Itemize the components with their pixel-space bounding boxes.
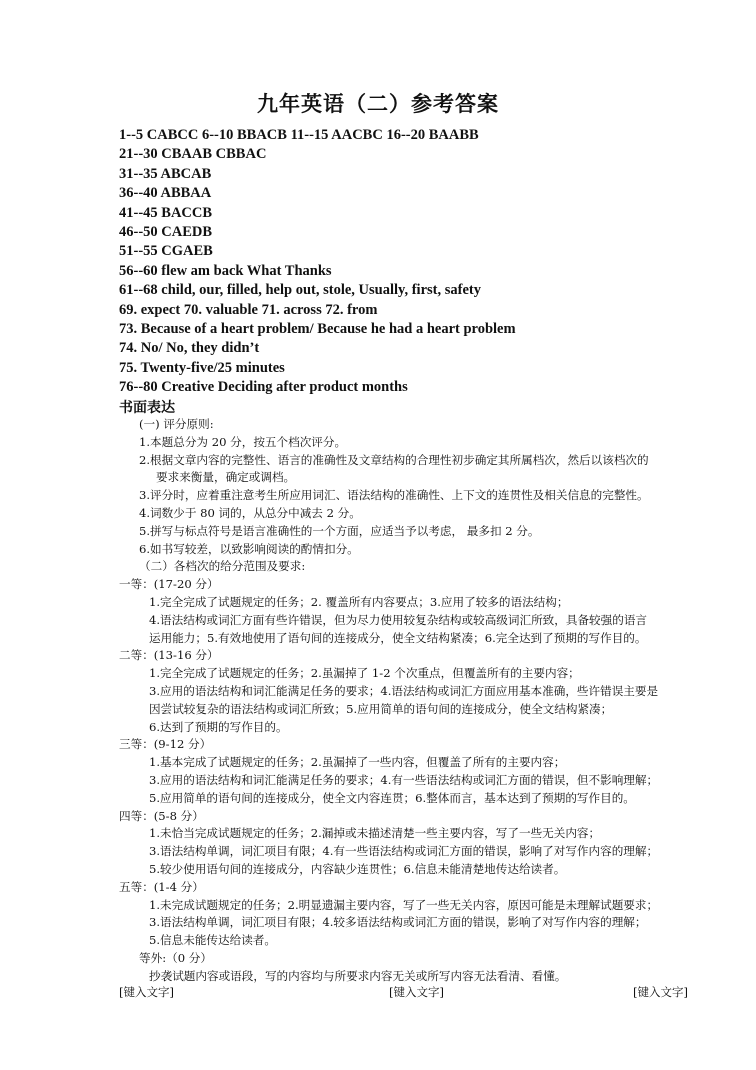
answer-line: 36--40 ABBAA	[119, 185, 212, 202]
footer-right-placeholder[interactable]: [键入文字]	[633, 985, 688, 999]
answer-line: 46--50 CAEDB	[119, 223, 213, 240]
rule-line: 1.未恰当完成试题规定的任务；2.漏掉或未描述清楚一些主要内容，写了一些无关内容；	[149, 826, 601, 841]
answer-line: 21--30 CBAAB CBBAC	[119, 146, 267, 163]
rule-line: 3.应用的语法结构和词汇能满足任务的要求；4.语法结构或词汇方面应用基本准确，些许错误主要是	[149, 683, 659, 698]
writing-section-heading: 书面表达	[119, 400, 175, 416]
rule-line: (一) 评分原则:	[139, 417, 214, 431]
rule-line: 一等：(17-20 分）	[119, 577, 219, 592]
footer-center-placeholder[interactable]: [键入文字]	[389, 985, 444, 999]
rule-line: 1.完全完成了试题规定的任务；2.虽漏掉了 1-2 个次重点，但覆盖所有的主要内容；	[149, 666, 580, 681]
footer-left-placeholder[interactable]: [键入文字]	[119, 985, 174, 999]
rule-line: 三等：(9-12 分）	[119, 737, 212, 752]
rule-line: 要求来衡量，确定或调档。	[156, 470, 296, 485]
rule-line: 抄袭试题内容或语段，写的内容均与所要求内容无关或所写内容无法看清、看懂。	[149, 968, 567, 983]
rule-line: 1.本题总分为 20 分，按五个档次评分。	[139, 434, 347, 449]
answer-line: 56--60 flew am back What Thanks	[119, 262, 332, 279]
rule-line: 6.达到了预期的写作目的。	[149, 719, 288, 734]
rule-line: 运用能力；5.有效地使用了语句间的连接成分，使全文结构紧凑；6.完全达到了预期的写作目的。	[149, 630, 647, 645]
answer-line: 1--5 CABCC 6--10 BBACB 11--15 AACBC 16--20 BAABB	[119, 127, 479, 143]
rule-line: 2.根据文章内容的完整性、语言的准确性及文章结构的合理性初步确定其所属档次，然后以该档次的	[139, 452, 649, 467]
rule-line: 1.基本完成了试题规定的任务；2.虽漏掉了一些内容，但覆盖了所有的主要内容；	[149, 755, 566, 770]
answer-key-list	[119, 126, 719, 397]
answer-line: 76--80 Creative Deciding after product months	[119, 379, 408, 396]
rule-line: 等外:（0 分）	[139, 950, 212, 965]
rule-line: 二等：(13-16 分）	[119, 648, 219, 663]
answer-line: 61--68 child, our, filled, help out, stole, Usually, first, safety	[119, 282, 481, 299]
answer-line: 69. expect 70. valuable 71. across 72. from	[119, 301, 378, 318]
rule-line: 因尝试较复杂的语法结构或词汇所致；5.应用简单的语句间的连接成分，使全文结构紧凑；	[149, 701, 613, 716]
answer-line: 41--45 BACCB	[119, 204, 213, 221]
rule-line: 4.语法结构或词汇方面有些许错误，但为尽力使用较复杂结构或较高级词汇所致，具备较强的语言	[149, 612, 648, 627]
rule-line: 3.应用的语法结构和词汇能满足任务的要求；4.有一些语法结构或词汇方面的错误，但不影响理解；	[149, 772, 659, 787]
rule-line: 5.较少使用语句间的连接成分，内容缺少连贯性；6.信息未能清楚地传达给读者。	[149, 861, 566, 876]
rule-line: （二）各档次的给分范围及要求:	[139, 559, 306, 574]
rule-line: 1.完全完成了试题规定的任务；2. 覆盖所有内容要点；3.应用了较多的语法结构；	[149, 594, 569, 609]
rule-line: 5.信息未能传达给读者。	[149, 933, 276, 948]
rule-line: 四等：(5-8 分）	[119, 808, 204, 823]
rule-line: 5.应用简单的语句间的连接成分，使全文内容连贯；6.整体而言，基本达到了预期的写作目的。	[149, 790, 635, 805]
rule-line: 4.词数少于 80 词的，从总分中减去 2 分。	[139, 505, 361, 520]
answer-line: 31--35 ABCAB	[119, 165, 212, 182]
rule-line: 5.拼写与标点符号是语言准确性的一个方面，应适当予以考虑， 最多扣 2 分。	[139, 523, 540, 538]
rule-line: 3.语法结构单调，词汇项目有限；4.有一些语法结构或词汇方面的错误，影响了对写作内容的理解；	[149, 844, 659, 859]
answer-line: 73. Because of a heart problem/ Because he had a heart problem	[119, 320, 516, 337]
answer-line: 75. Twenty-five/25 minutes	[119, 359, 285, 376]
rule-line: 1.未完成试题规定的任务；2.明显遗漏主要内容，写了一些无关内容，原因可能是未理解试题要求；	[149, 897, 659, 912]
answer-line: 51--55 CGAEB	[119, 243, 213, 260]
scoring-rules	[119, 416, 719, 986]
rule-line: 五等：(1-4 分）	[119, 879, 204, 894]
rule-line: 3.评分时，应着重注意考生所应用词汇、语法结构的准确性、上下文的连贯性及相关信息的完整性。	[139, 488, 649, 503]
rule-line: 6.如书写较差，以致影响阅读的酌情扣分。	[139, 541, 359, 556]
rule-line: 3.语法结构单调，词汇项目有限；4.较多语法结构或词汇方面的错误，影响了对写作内容的理解；	[149, 915, 647, 930]
answer-line: 74. No/ No, they didn’t	[119, 340, 260, 357]
page-title: 九年英语（二）参考答案	[257, 91, 499, 116]
